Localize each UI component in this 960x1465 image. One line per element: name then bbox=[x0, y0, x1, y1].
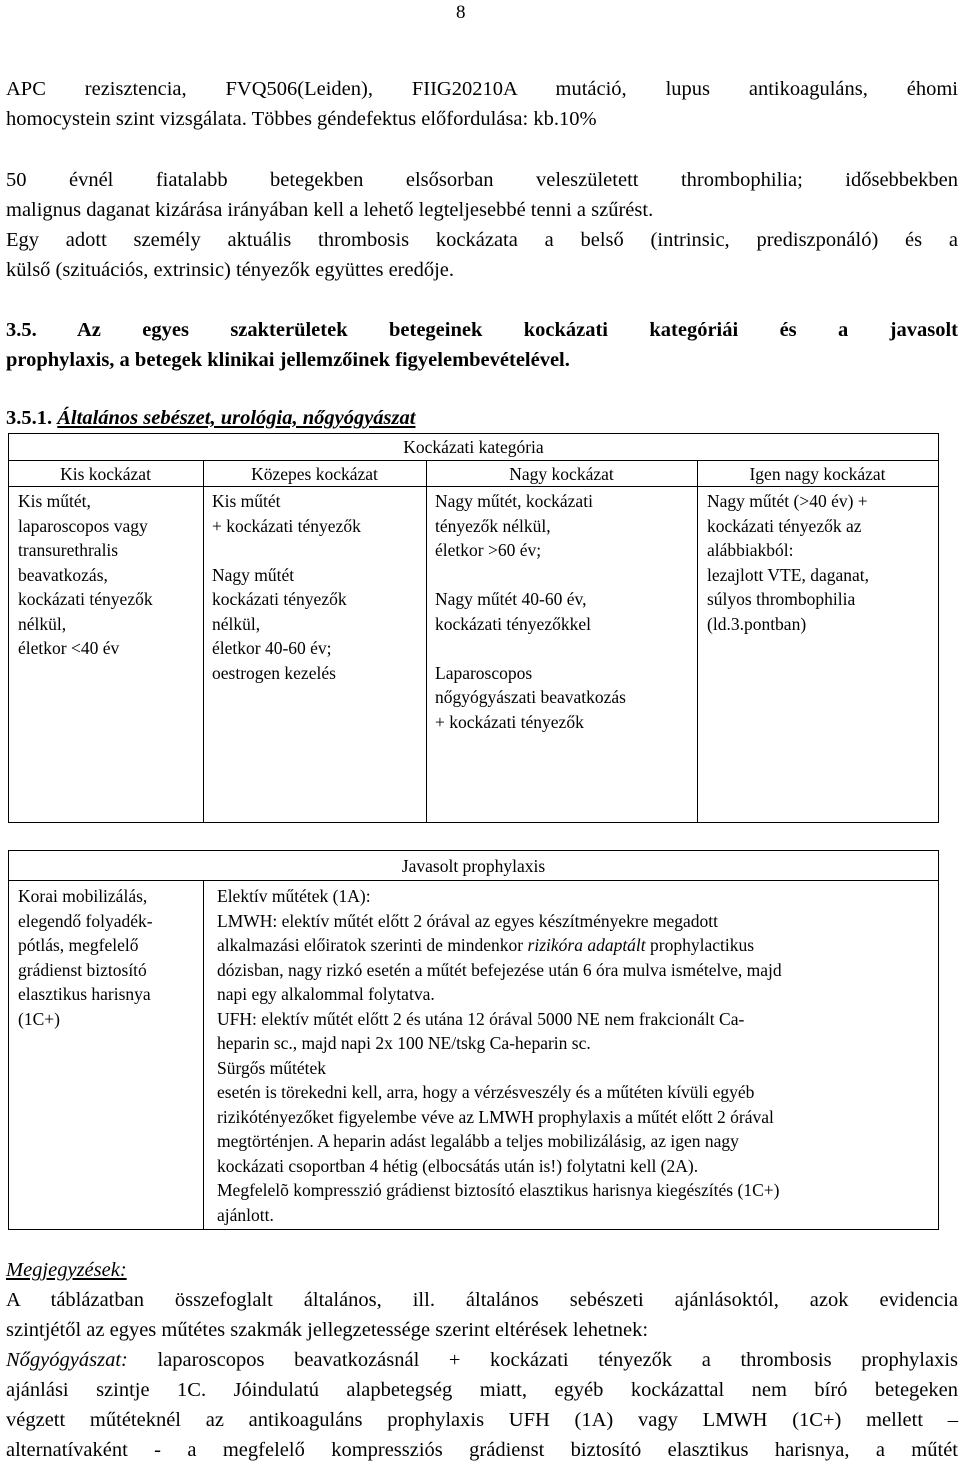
cell-line: Nagy műtét 40-60 év, bbox=[435, 589, 587, 609]
table-rule bbox=[426, 460, 427, 823]
text-run: laparoscopos beavatkozásnál + kockázati tényezők a thrombosis prophylaxis bbox=[127, 1349, 958, 1371]
table-cell-high-risk bbox=[435, 489, 695, 734]
table-cell-very-high-risk bbox=[707, 489, 937, 636]
cell-line: lezajlott VTE, daganat, bbox=[707, 564, 869, 585]
subsection-heading bbox=[6, 403, 958, 433]
table-rule bbox=[8, 850, 939, 851]
notes-line bbox=[6, 1345, 958, 1375]
prophylaxis-cell-details bbox=[217, 884, 935, 1227]
table-rule bbox=[938, 433, 939, 823]
cell-line: + kockázati tényezők bbox=[435, 711, 584, 732]
prophylaxis-cell-basic bbox=[18, 884, 200, 1031]
cell-line: oestrogen kezelés bbox=[212, 662, 336, 683]
paragraph-line: 50 évnél fiatalabb betegekben elsősorban veleszületett thrombophilia; idősebbekben bbox=[6, 169, 958, 191]
table-rule bbox=[938, 850, 939, 1230]
cell-spacer bbox=[435, 563, 695, 588]
notes-line: végzett műtéteknél az antikoaguláns prophylaxis UFH (1A) vagy LMWH (1C+) mellett – bbox=[6, 1409, 958, 1431]
cell-line: kockázati tényezőkkel bbox=[435, 613, 591, 634]
text-run: prophylactikus bbox=[645, 935, 755, 955]
intro-paragraph bbox=[6, 74, 958, 134]
table-rule bbox=[203, 880, 204, 1230]
cell-line: Nagy műtét (>40 év) + bbox=[707, 491, 868, 511]
subsection-number: 3.5.1. bbox=[6, 407, 58, 429]
table-header: Javasolt prophylaxis bbox=[401, 856, 546, 876]
cell-line bbox=[217, 933, 935, 958]
cell-line: nélkül, bbox=[212, 613, 261, 634]
risk-paragraph bbox=[6, 165, 958, 285]
cell-line: LMWH: elektív műtét előtt 2 órával az egyes készítményekre megadott bbox=[217, 910, 719, 931]
cell-line: transurethralis bbox=[18, 540, 119, 560]
cell-line: nélkül, bbox=[18, 613, 67, 634]
table-rule bbox=[8, 850, 9, 1230]
cell-line: kockázati tényezők bbox=[18, 589, 153, 609]
notes-label-text: Megjegyzések: bbox=[6, 1259, 127, 1281]
emphasis-text: rizikóra adaptált bbox=[527, 935, 646, 955]
cell-line: UFH: elektív műtét előtt 2 és utána 12 órával 5000 NE nem frakcionált Ca- bbox=[217, 1008, 745, 1029]
table-cell-medium-risk bbox=[212, 489, 424, 685]
cell-line: dózisban, nagy rizkó esetén a műtét befejezése után 6 óra mulva ismételve, majd bbox=[217, 959, 782, 980]
cell-line: Nagy műtét, kockázati bbox=[435, 491, 593, 511]
table-rule bbox=[8, 880, 939, 881]
notes-line: ajánlási szintje 1C. Jóindulatú alapbetegség miatt, egyéb kockázattal nem bíró betegeken bbox=[6, 1379, 958, 1401]
section-heading bbox=[6, 315, 958, 375]
page-number: 8 bbox=[456, 2, 466, 23]
cell-line: laparoscopos vagy bbox=[18, 515, 148, 536]
cell-line: kockázati tényezők az bbox=[707, 515, 862, 536]
notes-line: A táblázatban összefoglalt általános, ill. általános sebészeti ajánlásoktól, azok evidencia bbox=[6, 1289, 958, 1311]
intro-line: homocystein szint vizsgálata. Többes géndefektus előfordulása: kb.10% bbox=[6, 108, 597, 130]
cell-line: napi egy alkalommal folytatva. bbox=[217, 984, 435, 1004]
cell-line: beavatkozás, bbox=[18, 564, 108, 585]
cell-line: életkor 40-60 év; bbox=[212, 638, 332, 658]
table-rule bbox=[697, 460, 698, 823]
cell-line: (ld.3.pontban) bbox=[707, 613, 807, 634]
table-rule bbox=[8, 433, 939, 434]
cell-line: grádienst biztosító bbox=[18, 959, 147, 980]
table-rule bbox=[8, 1229, 939, 1230]
cell-line: súlyos thrombophilia bbox=[707, 589, 856, 609]
column-header: Kis kockázat bbox=[60, 464, 151, 484]
notes-section bbox=[6, 1255, 958, 1465]
table-rule bbox=[8, 433, 9, 823]
notes-line: alternatívaként - a megfelelő kompressziós grádienst biztosító elasztikus harisnya, a műtét bbox=[6, 1439, 958, 1461]
cell-line: Sürgős műtétek bbox=[217, 1057, 327, 1078]
table-rule bbox=[203, 460, 204, 823]
subsection-title: Általános sebészet, urológia, nőgyógyászat bbox=[57, 407, 416, 429]
cell-line: Elektív műtétek (1A): bbox=[217, 886, 371, 906]
notes-inline-label: Nőgyógyászat: bbox=[6, 1349, 128, 1371]
cell-line: elasztikus harisnya bbox=[18, 984, 151, 1004]
section-heading-line: 3.5. Az egyes szakterületek betegeinek kockázati kategóriái és a javasolt bbox=[6, 319, 958, 341]
cell-line: nőgyógyászati beavatkozás bbox=[435, 687, 626, 707]
paragraph-line: malignus daganat kizárása irányában kell a lehető legteljesebbé tenni a szűrést. bbox=[6, 199, 654, 221]
column-header: Igen nagy kockázat bbox=[749, 464, 886, 484]
table-header: Kockázati kategória bbox=[403, 437, 544, 457]
cell-spacer bbox=[212, 538, 424, 563]
cell-line: rizikótényezőket figyelembe véve az LMWH prophylaxis a műtét előtt 2 órával bbox=[217, 1106, 774, 1127]
cell-line: Kis műtét, bbox=[18, 491, 91, 511]
text-run: alkalmazási előiratok szerinti de mindenkor bbox=[217, 935, 528, 955]
cell-line: megtörténjen. A heparin adást legalább a teljes mobilizálásig, az igen nagy bbox=[217, 1131, 739, 1151]
paragraph-line: külső (szituációs, extrinsic) tényezők együttes eredője. bbox=[6, 259, 455, 281]
intro-line: APC rezisztencia, FVQ506(Leiden), FIIG20210A mutáció, lupus antikoaguláns, éhomi bbox=[6, 78, 958, 100]
cell-line: Kis műtét bbox=[212, 491, 281, 511]
cell-spacer bbox=[435, 636, 695, 661]
cell-line: Megfelelõ kompresszió grádienst biztosító elasztikus harisnya kiegészítés (1C+) bbox=[217, 1180, 780, 1200]
cell-line: esetén is törekedni kell, arra, hogy a vérzésveszély és a műtéten kívüli egyéb bbox=[217, 1082, 755, 1102]
cell-line: Korai mobilizálás, bbox=[18, 886, 148, 906]
cell-line: Nagy műtét bbox=[212, 564, 295, 585]
column-header: Közepes kockázat bbox=[251, 464, 378, 484]
cell-line: Laparoscopos bbox=[435, 662, 533, 683]
cell-line: alábbiakból: bbox=[707, 540, 794, 560]
notes-line: szintjétől az egyes műtétes szakmák jellegzetessége szerint eltérések lehetnek: bbox=[6, 1319, 649, 1341]
cell-line: életkor >60 év; bbox=[435, 540, 542, 560]
cell-line: heparin sc., majd napi 2x 100 NE/tskg Ca-heparin sc. bbox=[217, 1033, 591, 1053]
cell-line: kockázati csoportban 4 hétig (elbocsátás után is!) folytatni kell (2A). bbox=[217, 1155, 699, 1176]
notes-label bbox=[6, 1255, 958, 1285]
cell-line: elegendő folyadék- bbox=[18, 910, 153, 931]
cell-line: ajánlott. bbox=[217, 1204, 274, 1225]
paragraph-line: Egy adott személy aktuális thrombosis kockázata a belső (intrinsic, prediszponáló) és a bbox=[6, 229, 958, 251]
cell-line: + kockázati tényezők bbox=[212, 515, 361, 536]
table-rule bbox=[8, 822, 939, 823]
cell-line: (1C+) bbox=[18, 1008, 60, 1029]
table-rule bbox=[8, 460, 939, 461]
column-header: Nagy kockázat bbox=[509, 464, 614, 484]
cell-line: életkor <40 év bbox=[18, 638, 120, 658]
cell-line: tényezők nélkül, bbox=[435, 515, 551, 536]
section-heading-line: prophylaxis, a betegek klinikai jellemzőinek figyelembevételével. bbox=[6, 349, 570, 371]
cell-line: pótlás, megfelelő bbox=[18, 935, 139, 955]
cell-line: kockázati tényezők bbox=[212, 589, 347, 609]
table-cell-low-risk bbox=[18, 489, 200, 661]
